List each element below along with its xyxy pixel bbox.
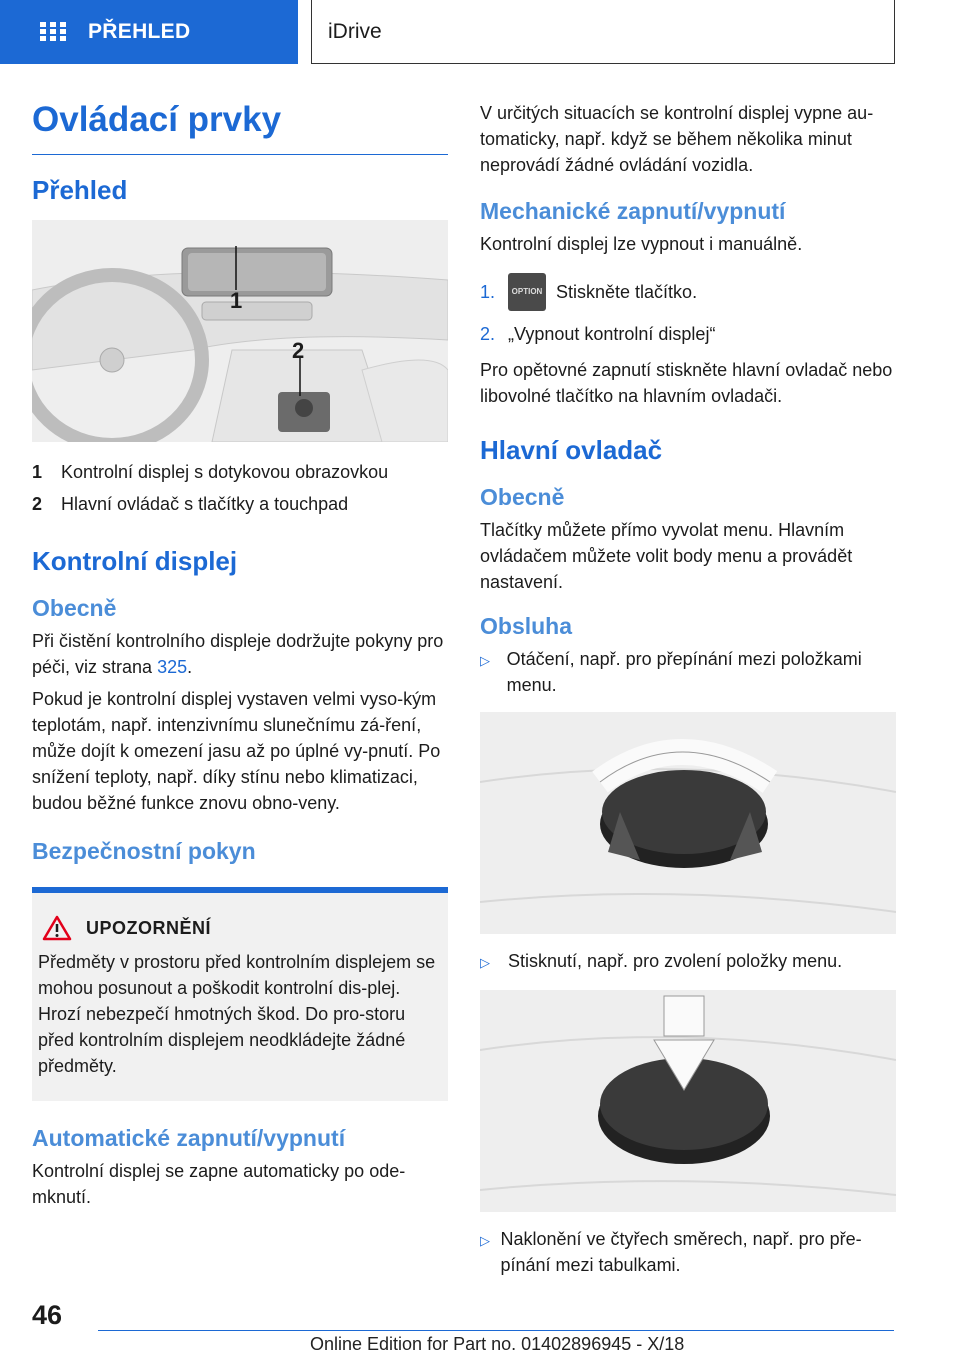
auto-off-paragraph: V určitých situacích se kontrolní displej vypne au‐tomaticky, např. když se během několika minut neprovádí žádné ovládání vozidla. [480,103,874,175]
operation-text: Otáčení, např. pro přepínání mezi položkami menu. [506,649,862,695]
steps-list [480,273,896,347]
controller-general-heading: Obecně [480,484,565,510]
warning-triangle-icon [42,915,72,941]
operation-list [480,1226,896,1278]
cockpit-drawing [32,220,448,442]
overview-tab[interactable] [0,0,298,64]
cockpit-illustration [32,220,448,442]
legend-item [32,488,448,520]
step-number: 2. [480,324,496,344]
controller-heading: Hlavní ovladač [480,435,663,465]
triangle-bullet-icon: ▷ [480,653,490,668]
reactivate-text: Pro opětovné zapnutí stiskněte hlavní ovladač nebo libovolné tlačítko na hlavním ovladači. [480,360,893,406]
triangle-bullet-icon: ▷ [480,955,490,970]
figure-label-2: 2 [292,338,305,363]
press-illustration [480,990,896,1212]
legend-item [32,456,448,488]
step-item [480,273,896,311]
cleaning-text-end: . [187,657,193,677]
cleaning-paragraph [32,628,448,680]
rotate-illustration [480,712,896,934]
chapter-title: Ovládací prvky [32,100,448,155]
section-title: iDrive [311,0,895,64]
operation-list [480,646,896,698]
warning-header [42,915,438,941]
step-number: 1. [480,282,496,302]
press-drawing [480,990,896,1212]
page-number: 46 [32,1300,63,1330]
left-column [32,100,448,1216]
option-button-icon: OPTION [508,273,546,311]
rotate-drawing [480,712,896,934]
step-text: Stiskněte tlačítko. [556,282,698,302]
overview-heading: Přehled [32,175,128,205]
step-text: „Vypnout kontrolní displej“ [508,324,716,344]
triangle-bullet-icon: ▷ [480,1233,490,1248]
figure-legend [32,456,448,520]
footer-rule [98,1330,894,1331]
operation-text: Naklonění ve čtyřech směrech, např. pro pře‐pínání mezi tabulkami. [500,1229,862,1275]
general-heading: Obecně [32,595,117,621]
warning-box [32,887,448,1101]
legend-text: Hlavní ovládač s tlačítky a touchpad [61,494,349,514]
figure-label-1: 1 [230,288,243,313]
operation-list [480,948,896,976]
operation-item [480,948,896,976]
legend-text: Kontrolní displej s dotykovou obrazovkou [61,462,389,482]
cleaning-text: Při čistění kontrolního displeje dodržujte pokyny pro péči, viz strana [32,631,444,677]
safety-heading: Bezpečnostní pokyn [32,838,256,864]
right-column [480,100,896,1288]
overview-tab-label: PŘEHLED [88,20,191,43]
step-item [480,321,896,347]
mechanical-heading: Mechanické zapnutí/vypnutí [480,198,786,224]
mechanical-text: Kontrolní displej lze vypnout i manuálně. [480,234,803,254]
display-heading: Kontrolní displej [32,546,238,576]
controller-general-text: Tlačítky můžete přímo vyvolat menu. Hlavním ovládačem můžete volit body menu a provádět nastavení. [480,520,853,592]
auto-text: Kontrolní displej se zapne automaticky po ode‐mknutí. [32,1161,406,1207]
auto-heading: Automatické zapnutí/vypnutí [32,1125,346,1151]
page-link-325[interactable]: 325 [157,657,188,677]
operation-heading: Obsluha [480,613,573,639]
legend-number: 2 [32,494,43,514]
warning-text: Předměty v prostoru před kontrolním displejem se mohou posunout a poškodit kontrolní dis‐plej. Hrozí nebezpečí hmotných škod. Do pro‐storu před kontrolním displejem neodkládejte žádné předměty. [38,952,436,1076]
temperature-paragraph: Pokud je kontrolní displej vystaven velmi vyso‐kým teplotám, např. intenzivnímu slunečnímu zá‐ření, může dojít k omezení jasu až po úplné vy‐pnutí. Po snížení teploty, např. díky stínu nebo klimatizaci, budou běžné funkce znovu obno‐veny. [32,689,441,813]
operation-text: Stisknutí, např. pro zvolení položky menu. [508,951,843,971]
grid-menu-icon [40,22,66,42]
warning-title: UPOZORNĚNÍ [86,917,212,938]
legend-number: 1 [32,462,43,482]
operation-item [480,646,896,698]
edition-note: Online Edition for Part no. 01402896945 - X/18 [310,1334,685,1354]
operation-item [480,1226,896,1278]
